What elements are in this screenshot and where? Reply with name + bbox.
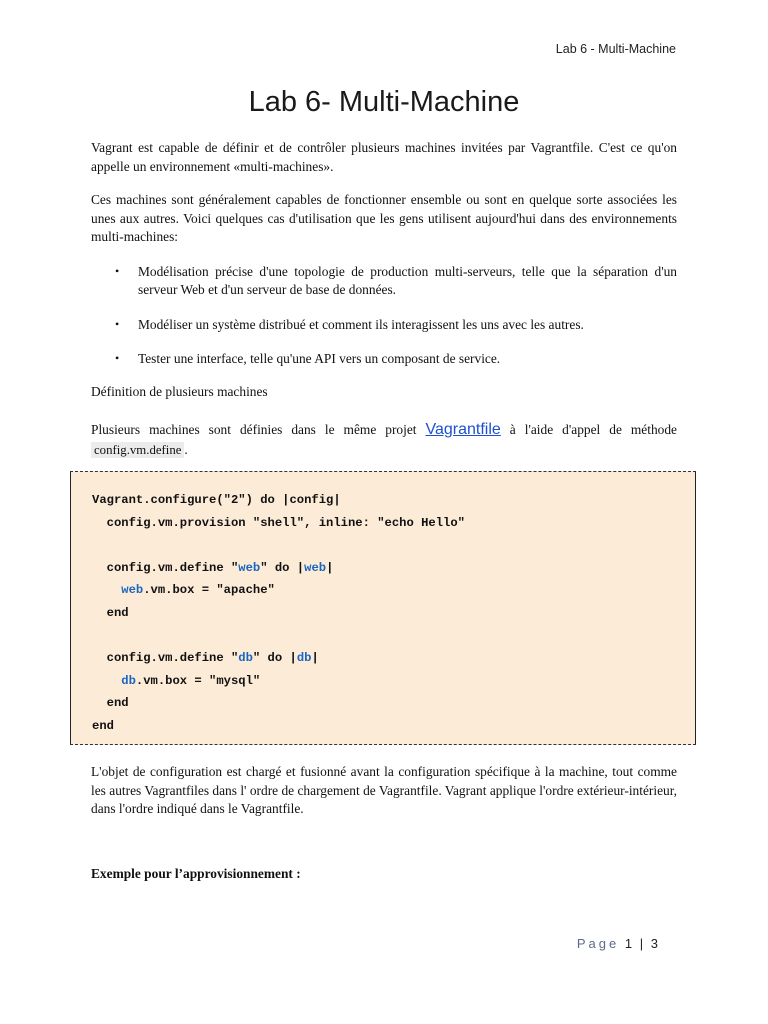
usecases-paragraph: Ces machines sont généralement capables de fonctionner ensemble ou sont en quelque sorte associées les unes aux autres. Voici quelques cas d'utilisation que les gens utilisent aujourd'hui dans des environnements multi-machines: — [91, 192, 677, 244]
bullet-icon: • — [115, 351, 120, 365]
code-identifier: web — [121, 583, 144, 598]
usecase-list — [91, 263, 677, 369]
code-line: config.vm.define "db" do |db| — [92, 651, 319, 666]
section-subheading: Définition de plusieurs machines — [91, 383, 268, 399]
list-item-text: Tester une interface, telle qu'une API vers un composant de service. — [138, 351, 501, 366]
page-separator: | — [639, 936, 644, 951]
code-line: config.vm.provision "shell", inline: "echo Hello" — [92, 515, 465, 530]
code-identifier: db — [296, 651, 312, 666]
intro-paragraph: Vagrant est capable de définir et de contrôler plusieurs machines invitées par Vagrantfile. C'est ce qu'on appelle un environnement «multi-machines». — [91, 140, 677, 174]
code-line: web.vm.box = "apache" — [121, 583, 275, 598]
define-text-before: Plusieurs machines sont définies dans le même projet — [91, 422, 426, 437]
code-line: end — [92, 696, 129, 711]
list-item — [91, 316, 677, 335]
code-identifier: web — [304, 560, 327, 575]
list-item-text: Modéliser un système distribué et comment ils interagissent les uns avec les autres. — [138, 316, 584, 332]
vagrantfile-link[interactable]: Vagrantfile — [425, 421, 501, 438]
code-line: db.vm.box = "mysql" — [121, 673, 261, 688]
code-identifier: db — [238, 651, 253, 666]
define-text-middle: à l'aide d'appel de méthode — [500, 422, 677, 437]
page-title: Lab 6- Multi-Machine — [248, 86, 520, 118]
bullet-icon: • — [115, 316, 120, 331]
running-header: Lab 6 - Multi-Machine — [555, 42, 676, 56]
page-total: 3 — [650, 936, 658, 951]
document-body — [91, 139, 677, 460]
code-line: end — [92, 718, 114, 733]
code-listing — [92, 489, 465, 738]
list-item-text: Modélisation précise d'une topologie de production multi-serveurs, telle que la séparation d'un serveur Web et d'un serveur de base de données. — [138, 263, 677, 297]
define-paragraph — [91, 419, 677, 460]
example-heading: Exemple pour l’approvisionnement : — [91, 866, 301, 881]
list-item — [91, 263, 677, 300]
code-block — [70, 471, 696, 745]
define-text-after: . — [184, 442, 188, 458]
bullet-icon: • — [115, 263, 120, 278]
code-identifier: db — [121, 673, 136, 688]
after-code-paragraph: L'objet de configuration est chargé et fusionné avant la configuration spécifique à la machine, tout comme les autres Vagrantfiles dans l' ordre de chargement de Vagrantfile. Vagrant applique l'ordre extérieur-intérieur, dans l'ordre indiqué dans le Vagrantfile. — [91, 764, 677, 816]
page-current: 1 — [624, 936, 633, 951]
list-item — [91, 350, 677, 369]
code-line: end — [92, 605, 129, 620]
code-line: config.vm.define "web" do |web| — [92, 560, 334, 575]
page-footer — [577, 936, 658, 951]
code-line: Vagrant.configure("2") do |config| — [92, 493, 341, 507]
inline-code-define: config.vm.define — [91, 442, 184, 458]
page-label: Page — [576, 936, 620, 951]
code-identifier: web — [238, 560, 261, 575]
